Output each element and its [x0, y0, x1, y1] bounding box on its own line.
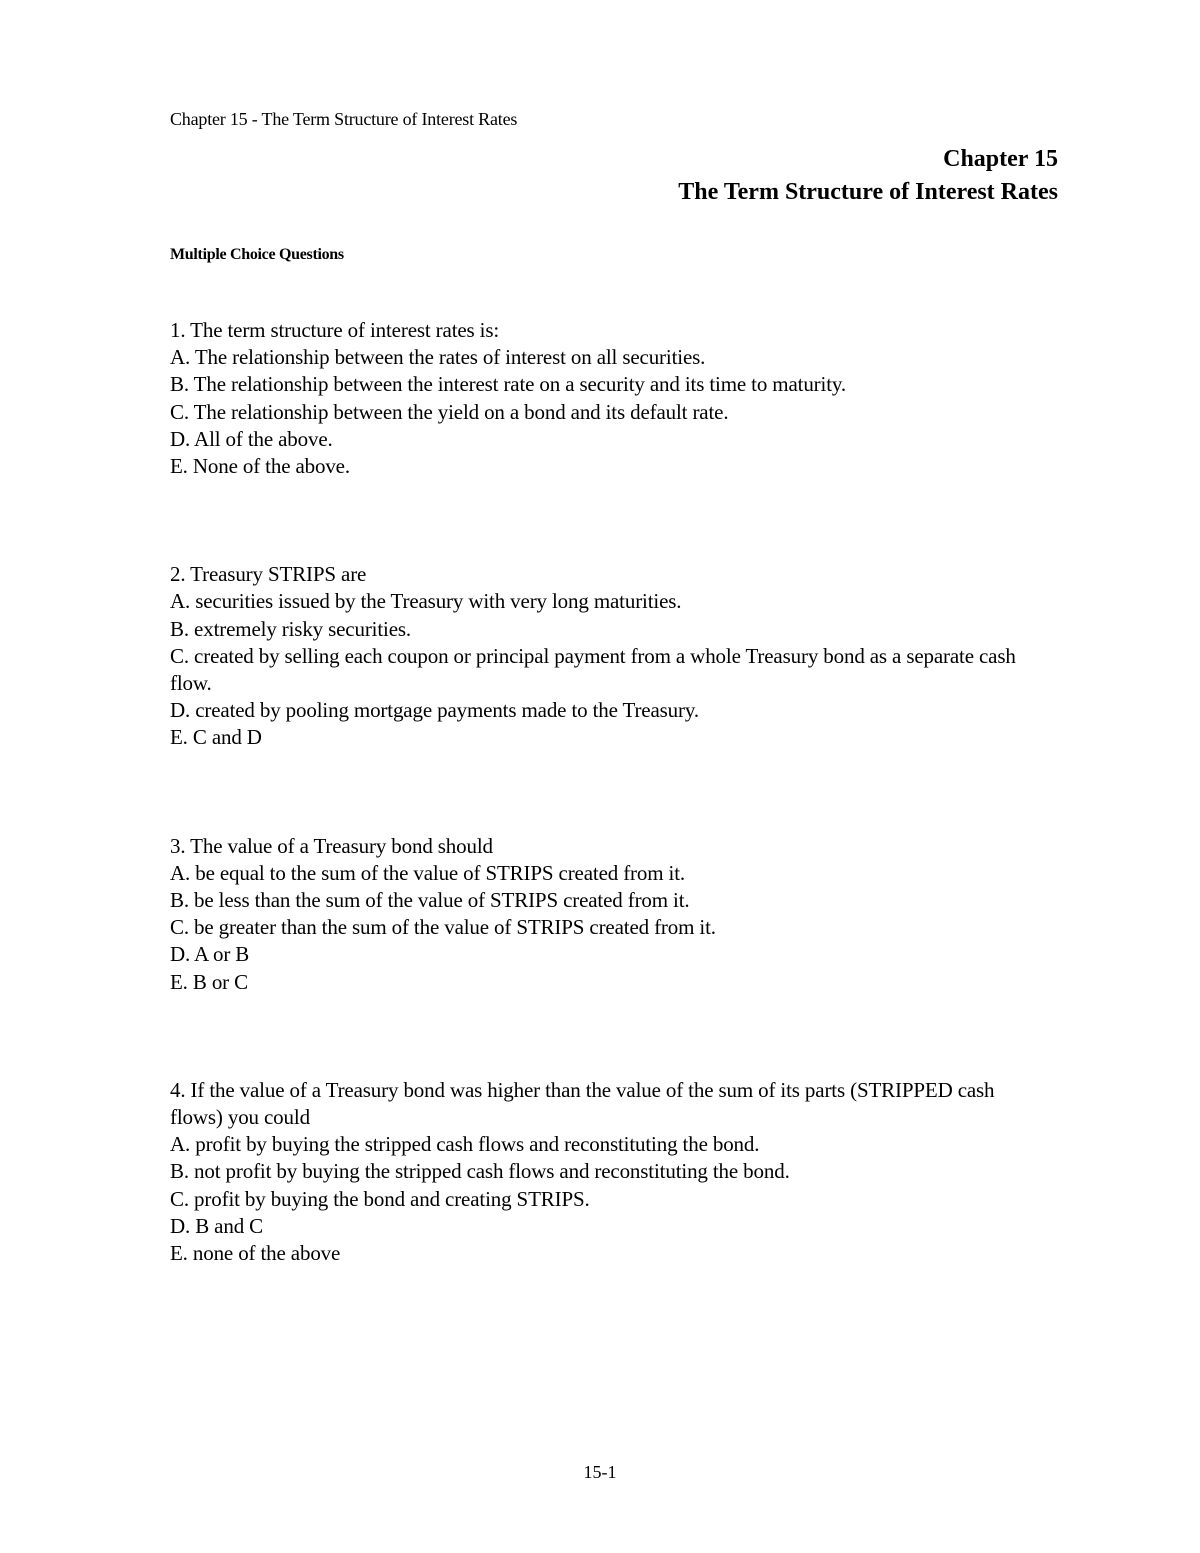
question-1 [170, 317, 1050, 480]
option-e: E. B or C [170, 969, 248, 994]
question-3 [170, 833, 1050, 996]
question-stem: 2. Treasury STRIPS are [170, 562, 367, 587]
option-b: B. be less than the sum of the value of STRIPS created from it. [170, 888, 690, 913]
option-e: E. C and D [170, 725, 262, 750]
section-heading: Multiple Choice Questions [170, 246, 344, 263]
question-stem: 3. The value of a Treasury bond should [170, 833, 493, 858]
option-d: D. All of the above. [170, 426, 333, 451]
question-list [170, 317, 1050, 1267]
option-c: C. The relationship between the yield on a bond and its default rate. [170, 399, 729, 424]
option-c: C. be greater than the sum of the value of STRIPS created from it. [170, 915, 716, 940]
question-stem: 4. If the value of a Treasury bond was higher than the value of the sum of its parts (STRIPPED cash flows) you could [170, 1077, 995, 1130]
option-e: E. none of the above [170, 1241, 341, 1266]
question-2 [170, 561, 1050, 751]
option-e: E. None of the above. [170, 454, 350, 479]
option-d: D. created by pooling mortgage payments made to the Treasury. [170, 698, 699, 723]
option-a: A. profit by buying the stripped cash flows and reconstituting the bond. [170, 1132, 760, 1157]
question-stem: 1. The term structure of interest rates is: [170, 318, 500, 342]
option-a: A. be equal to the sum of the value of STRIPS created from it. [170, 860, 685, 885]
option-d: D. A or B [170, 942, 250, 967]
running-header: Chapter 15 - The Term Structure of Interest Rates [170, 109, 518, 129]
chapter-title-block [678, 143, 1058, 209]
option-b: B. The relationship between the interest rate on a security and its time to maturity. [170, 372, 846, 397]
option-a: A. The relationship between the rates of interest on all securities. [170, 345, 706, 370]
chapter-subtitle: The Term Structure of Interest Rates [678, 179, 1058, 205]
option-a: A. securities issued by the Treasury with very long maturities. [170, 589, 682, 614]
option-c: C. created by selling each coupon or principal payment from a whole Treasury bond as a separate cash flow. [170, 643, 1016, 696]
option-d: D. B and C [170, 1213, 264, 1238]
chapter-number-title: Chapter 15 [943, 146, 1058, 172]
option-c: C. profit by buying the bond and creating STRIPS. [170, 1186, 590, 1211]
page-number: 15-1 [583, 1462, 617, 1482]
question-4 [170, 1077, 1050, 1267]
option-b: B. not profit by buying the stripped cash flows and reconstituting the bond. [170, 1159, 790, 1184]
option-b: B. extremely risky securities. [170, 616, 412, 641]
